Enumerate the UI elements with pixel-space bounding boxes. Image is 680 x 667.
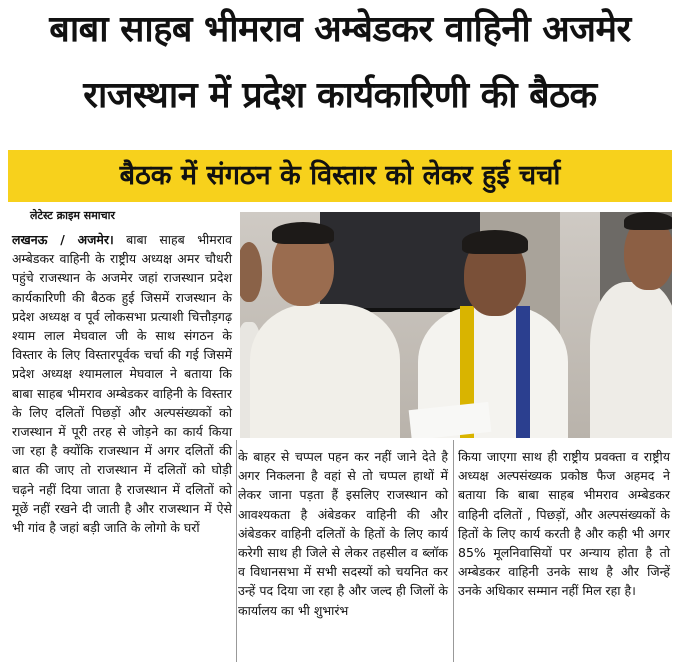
meeting-photo [240, 212, 672, 438]
column-1-text: बाबा साहब भीमराव अम्बेडकर वाहिनी के राष्ट्रीय अध्यक्ष अमर चौधरी पहुंचे राजस्थान के अजमेर जहां राजस्थान प्रदेश कार्यकारिणी की बैठक हुई जिसमें राजस्थान के प्रदेश अध्यक्ष व पूर्व लोकसभा प्रत्याशी चित्तौड़गढ़ श्याम लाल मेघवाल जी के साथ संगठन के विस्तार के लिए विस्तारपूर्वक चर्चा की गई जिसमें प्रदेश अध्यक्ष श्यामलाल मेघवाल ने बताया कि बाबा साहब भीमराव अम्बेडकर वाहिनी के विस्तार के लिए दलितों पिछड़ों और अल्पसंख्यकों को राजस्थान में पूरी तरह से जोड़ने का कार्य किया जा रहा है क्योंकि राजस्थान में अगर दलितों की बात की जाए तो राजस्थान में दलितों को घोड़ी चढ़ने नहीं दिया जाता है राजस्थान में दलितों को मूछें नहीं रखने दी जाती है और राजस्थान में ऐसे भी गांव है जहां बड़ी जाति के लोगो के घरों [12, 232, 233, 536]
dateline: लखनऊ / अजमेर। [12, 232, 114, 247]
subheadline-banner [8, 150, 672, 202]
subheadline-text: बैठक में संगठन के विस्तार को लेकर हुई चर्चा [119, 160, 561, 191]
headline-line-1: बाबा साहब भीमराव अम्बेडकर वाहिनी अजमेर [49, 9, 631, 50]
news-source-label: लेटेस्ट क्राइम समाचार [30, 209, 115, 222]
article-column-1 [12, 230, 232, 537]
column-2-text: के बाहर से चप्पल पहन कर नहीं जाने देते है अगर निकलना है वहां से तो चप्पल हाथों में लेकर जाना पड़ता हैं इसलिए राजस्थान को आवश्यकता है अंबेडकर वाहिनी की और अंबेडकर वाहिनी दलितों के हितों के लिए कार्य करेगी साथ ही जिले से लेकर तहसील व ब्लॉक व विधानसभा में सभी सदस्यों को चयनित कर उन्हें पद दिया जा रहा है और जल्द ही जिलों के कार्यालय का भी शुभारंभ [238, 449, 448, 618]
column-divider [453, 440, 454, 662]
photo-tv-screen [320, 212, 480, 312]
column-3-text: किया जाएगा साथ ही राष्ट्रीय प्रवक्ता व राष्ट्रीय अध्यक्ष अल्पसंख्यक प्रकोष्ठ फैज अहमद ने बताया कि बाबा साहब भीमराव अम्बेडकर वाहिनी दलितों , पिछड़ों, और अल्पसंख्यकों के हितों के लिए कार्य करती है और कही भी अगर 85% मूलनिवासियों पर अन्याय होता है तो अम्बेडकर वाहिनी उनके साथ है और जिन्हें उनके अधिकार सम्मान नहीं मिल रहा है। [458, 449, 670, 599]
article-column-3 [458, 447, 670, 601]
headline-line-2: राजस्थान में प्रदेश कार्यकारिणी की बैठक [83, 75, 597, 116]
article-column-2 [238, 447, 448, 620]
column-divider [236, 440, 237, 662]
